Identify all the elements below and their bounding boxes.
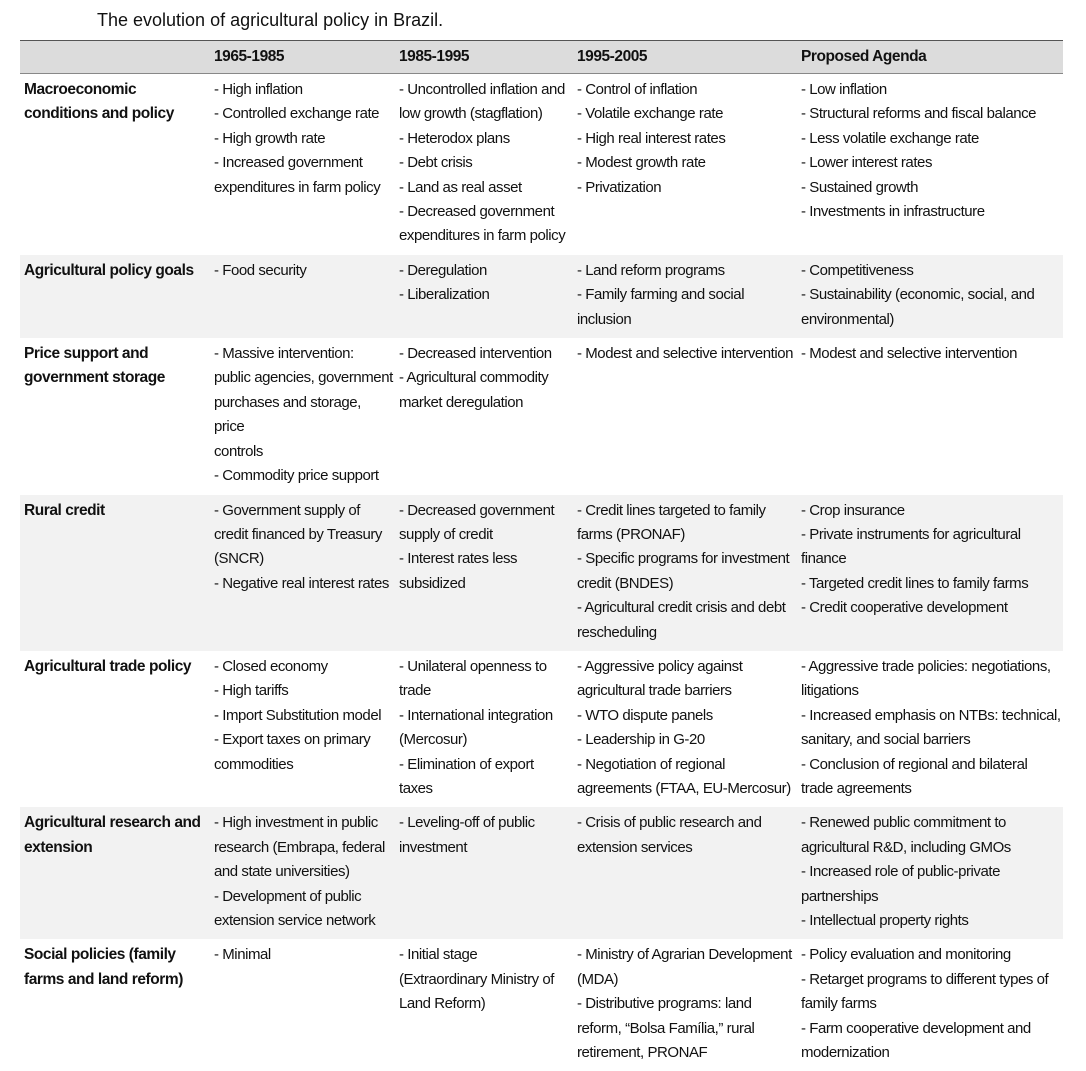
table-cell xyxy=(210,651,395,807)
cell-line: - Targeted credit lines to family farms xyxy=(801,572,1061,596)
table-cell xyxy=(395,338,573,494)
cell-line: - Agricultural commodity xyxy=(399,366,571,390)
cell-line: - Deregulation xyxy=(399,259,571,283)
cell-line: - Distributive programs: land xyxy=(577,992,795,1016)
table-row xyxy=(20,807,1063,939)
table-cell xyxy=(573,74,797,255)
header-row xyxy=(20,41,1063,74)
row-label xyxy=(20,495,210,651)
cell-line: - Structural reforms and fiscal balance xyxy=(801,102,1061,126)
cell-line: - WTO dispute panels xyxy=(577,704,795,728)
cell-line: - Privatization xyxy=(577,176,795,200)
row-label-line: Agricultural policy goals xyxy=(24,259,208,283)
cell-line: low growth (stagflation) xyxy=(399,102,571,126)
cell-line: - Less volatile exchange rate xyxy=(801,127,1061,151)
cell-line: - Initial stage xyxy=(399,943,571,967)
cell-line: (MDA) xyxy=(577,968,795,992)
cell-line: extension services xyxy=(577,836,795,860)
cell-line: - High growth rate xyxy=(214,127,393,151)
cell-line: - Heterodox plans xyxy=(399,127,571,151)
cell-line: - Farm cooperative development and xyxy=(801,1017,1061,1041)
cell-line: - Controlled exchange rate xyxy=(214,102,393,126)
row-label xyxy=(20,255,210,338)
cell-line: (Extraordinary Ministry of xyxy=(399,968,571,992)
table-row xyxy=(20,74,1063,255)
cell-line: - Intellectual property rights xyxy=(801,909,1061,933)
cell-line: - Investments in infrastructure xyxy=(801,200,1061,224)
cell-line: extension service network xyxy=(214,909,393,933)
table-cell xyxy=(797,338,1063,494)
cell-line: - Uncontrolled inflation and xyxy=(399,78,571,102)
table-cell xyxy=(797,939,1063,1071)
cell-line: agreements (FTAA, EU-Mercosur) xyxy=(577,777,795,801)
cell-line: - Liberalization xyxy=(399,283,571,307)
cell-line: - Unilateral openness to xyxy=(399,655,571,679)
cell-line: investment xyxy=(399,836,571,860)
cell-line: agricultural trade barriers xyxy=(577,679,795,703)
policy-table xyxy=(20,40,1063,1071)
cell-line: - High inflation xyxy=(214,78,393,102)
table-row xyxy=(20,939,1063,1071)
cell-line: market deregulation xyxy=(399,391,571,415)
cell-line: - High real interest rates xyxy=(577,127,795,151)
cell-line: - Development of public xyxy=(214,885,393,909)
cell-line: trade xyxy=(399,679,571,703)
row-label xyxy=(20,939,210,1071)
cell-line: - Private instruments for agricultural xyxy=(801,523,1061,547)
cell-line: - Elimination of export xyxy=(399,753,571,777)
table-cell xyxy=(573,939,797,1071)
row-label xyxy=(20,74,210,255)
table-cell xyxy=(210,807,395,939)
header-1985-1995: 1985-1995 xyxy=(395,41,573,74)
cell-line: - Negotiation of regional xyxy=(577,753,795,777)
cell-line: credit (BNDES) xyxy=(577,572,795,596)
cell-line: - Modest growth rate xyxy=(577,151,795,175)
cell-line: - Conclusion of regional and bilateral xyxy=(801,753,1061,777)
header-corner xyxy=(20,41,210,74)
cell-line: and state universities) xyxy=(214,860,393,884)
cell-line: - Decreased government xyxy=(399,200,571,224)
cell-line: - Export taxes on primary xyxy=(214,728,393,752)
row-label-line: Social policies (family xyxy=(24,943,208,967)
cell-line: - Massive intervention: xyxy=(214,342,393,366)
table-cell xyxy=(210,255,395,338)
cell-line: finance xyxy=(801,547,1061,571)
cell-line: - Decreased intervention xyxy=(399,342,571,366)
table-cell xyxy=(395,651,573,807)
table-cell xyxy=(797,74,1063,255)
cell-line: taxes xyxy=(399,777,571,801)
cell-line: - Import Substitution model xyxy=(214,704,393,728)
cell-line: - Policy evaluation and monitoring xyxy=(801,943,1061,967)
cell-line: - Food security xyxy=(214,259,393,283)
cell-line: - Crop insurance xyxy=(801,499,1061,523)
table-cell xyxy=(573,807,797,939)
cell-line: inclusion xyxy=(577,308,795,332)
cell-line: - Specific programs for investment xyxy=(577,547,795,571)
table-row xyxy=(20,255,1063,338)
table-row xyxy=(20,338,1063,494)
cell-line: - Credit lines targeted to family xyxy=(577,499,795,523)
cell-line: - High investment in public xyxy=(214,811,393,835)
table-cell xyxy=(573,255,797,338)
table-cell xyxy=(395,74,573,255)
cell-line: - Government supply of xyxy=(214,499,393,523)
row-label-line: Agricultural trade policy xyxy=(24,655,208,679)
cell-line: - Negative real interest rates xyxy=(214,572,393,596)
cell-line: - Renewed public commitment to xyxy=(801,811,1061,835)
row-label-line: conditions and policy xyxy=(24,102,208,126)
cell-line: - Family farming and social xyxy=(577,283,795,307)
cell-line: partnerships xyxy=(801,885,1061,909)
row-label xyxy=(20,807,210,939)
row-label-line: Rural credit xyxy=(24,499,208,523)
cell-line: - Commodity price support xyxy=(214,464,393,488)
cell-line: - Lower interest rates xyxy=(801,151,1061,175)
cell-line: - Land as real asset xyxy=(399,176,571,200)
table-caption: The evolution of agricultural policy in Brazil. xyxy=(97,8,443,32)
row-label-line: extension xyxy=(24,836,208,860)
cell-line: - Ministry of Agrarian Development xyxy=(577,943,795,967)
cell-line: - High tariffs xyxy=(214,679,393,703)
row-label-line: government storage xyxy=(24,366,208,390)
cell-line: credit financed by Treasury xyxy=(214,523,393,547)
cell-line: - Modest and selective intervention xyxy=(577,342,795,366)
cell-line: - Leveling-off of public xyxy=(399,811,571,835)
cell-line: family farms xyxy=(801,992,1061,1016)
cell-line: trade agreements xyxy=(801,777,1061,801)
row-label-line: farms and land reform) xyxy=(24,968,208,992)
cell-line: (Mercosur) xyxy=(399,728,571,752)
cell-line: - Agricultural credit crisis and debt xyxy=(577,596,795,620)
row-label xyxy=(20,338,210,494)
cell-line: - Crisis of public research and xyxy=(577,811,795,835)
cell-line: subsidized xyxy=(399,572,571,596)
cell-line: - International integration xyxy=(399,704,571,728)
cell-line: sanitary, and social barriers xyxy=(801,728,1061,752)
table-cell xyxy=(210,338,395,494)
cell-line: - Decreased government xyxy=(399,499,571,523)
row-label-line: Price support and xyxy=(24,342,208,366)
cell-line: - Sustainability (economic, social, and xyxy=(801,283,1061,307)
cell-line: - Increased role of public-private xyxy=(801,860,1061,884)
row-label-line: Macroeconomic xyxy=(24,78,208,102)
table-cell xyxy=(573,495,797,651)
row-label-line: Agricultural research and xyxy=(24,811,208,835)
cell-line: - Credit cooperative development xyxy=(801,596,1061,620)
cell-line: commodities xyxy=(214,753,393,777)
cell-line: expenditures in farm policy xyxy=(399,224,571,248)
cell-line: - Minimal xyxy=(214,943,393,967)
cell-line: farms (PRONAF) xyxy=(577,523,795,547)
table-cell xyxy=(395,495,573,651)
table-cell xyxy=(395,939,573,1071)
table-cell xyxy=(797,651,1063,807)
cell-line: public agencies, government xyxy=(214,366,393,390)
table-cell xyxy=(210,74,395,255)
table-row xyxy=(20,495,1063,651)
cell-line: - Retarget programs to different types of xyxy=(801,968,1061,992)
table-cell xyxy=(395,807,573,939)
table-cell xyxy=(797,807,1063,939)
cell-line: purchases and storage, price xyxy=(214,391,393,440)
cell-line: - Increased government xyxy=(214,151,393,175)
cell-line: litigations xyxy=(801,679,1061,703)
table-header xyxy=(20,41,1063,74)
cell-line: - Aggressive trade policies: negotiations, xyxy=(801,655,1061,679)
cell-line: - Closed economy xyxy=(214,655,393,679)
cell-line: - Aggressive policy against xyxy=(577,655,795,679)
row-label xyxy=(20,651,210,807)
cell-line: reform, “Bolsa Família,” rural xyxy=(577,1017,795,1041)
table-cell xyxy=(797,255,1063,338)
cell-line: - Land reform programs xyxy=(577,259,795,283)
cell-line: supply of credit xyxy=(399,523,571,547)
table-cell xyxy=(395,255,573,338)
cell-line: expenditures in farm policy xyxy=(214,176,393,200)
cell-line: rescheduling xyxy=(577,621,795,645)
cell-line: - Leadership in G-20 xyxy=(577,728,795,752)
cell-line: - Sustained growth xyxy=(801,176,1061,200)
cell-line: - Modest and selective intervention xyxy=(801,342,1061,366)
cell-line: modernization xyxy=(801,1041,1061,1065)
cell-line: (SNCR) xyxy=(214,547,393,571)
table-body xyxy=(20,74,1063,1071)
header-1965-1985: 1965-1985 xyxy=(210,41,395,74)
table-cell xyxy=(210,495,395,651)
header-1995-2005: 1995-2005 xyxy=(573,41,797,74)
table-cell xyxy=(797,495,1063,651)
cell-line: - Increased emphasis on NTBs: technical, xyxy=(801,704,1061,728)
header-proposed-agenda: Proposed Agenda xyxy=(797,41,1063,74)
cell-line: agricultural R&D, including GMOs xyxy=(801,836,1061,860)
cell-line: controls xyxy=(214,440,393,464)
cell-line: retirement, PRONAF xyxy=(577,1041,795,1065)
cell-line: - Debt crisis xyxy=(399,151,571,175)
cell-line: research (Embrapa, federal xyxy=(214,836,393,860)
cell-line: - Low inflation xyxy=(801,78,1061,102)
cell-line: environmental) xyxy=(801,308,1061,332)
table-row xyxy=(20,651,1063,807)
table-cell xyxy=(573,338,797,494)
cell-line: - Competitiveness xyxy=(801,259,1061,283)
cell-line: Land Reform) xyxy=(399,992,571,1016)
table-cell xyxy=(573,651,797,807)
cell-line: - Volatile exchange rate xyxy=(577,102,795,126)
table-cell xyxy=(210,939,395,1071)
cell-line: - Control of inflation xyxy=(577,78,795,102)
cell-line: - Interest rates less xyxy=(399,547,571,571)
